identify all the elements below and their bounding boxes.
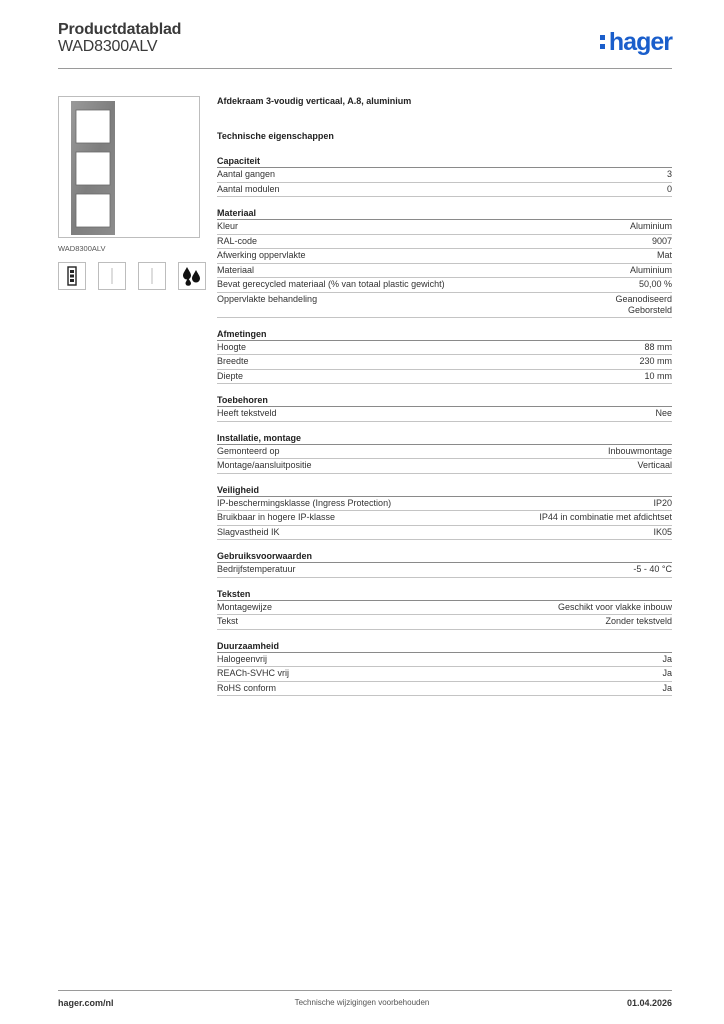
spec-section	[217, 484, 672, 541]
header-divider	[58, 68, 672, 69]
technical-heading: Technische eigenschappen	[217, 131, 334, 141]
spec-row	[217, 682, 672, 697]
spec-value: Mat	[656, 250, 672, 260]
spec-value: 0	[666, 183, 672, 194]
single-line-frame-icon	[138, 262, 166, 290]
spec-row	[217, 601, 672, 616]
hager-logo[interactable]	[599, 27, 672, 57]
spec-value: Zonder tekstveld	[605, 616, 672, 626]
spec-section	[217, 394, 672, 422]
spec-label: IP-beschermingsklasse (Ingress Protection)	[217, 497, 392, 508]
spec-label: Gemonteerd op	[217, 445, 280, 456]
spec-label: RoHS conform	[217, 682, 277, 693]
spec-row	[217, 183, 672, 198]
section-title: Capaciteit	[217, 155, 672, 168]
section-title: Toebehoren	[217, 394, 672, 407]
spec-section	[217, 155, 672, 197]
spec-value: IK05	[653, 526, 672, 537]
product-description: Afdekraam 3-voudig verticaal, A.8, aluminium	[217, 96, 412, 106]
spec-value: IP20	[653, 497, 672, 508]
spec-row	[217, 497, 672, 512]
spec-section	[217, 550, 672, 578]
section-title: Afmetingen	[217, 328, 672, 341]
spec-row	[217, 667, 672, 682]
spec-label: Halogeenvrij	[217, 653, 268, 664]
spec-label: Bruikbaar in hogere IP-klasse	[217, 512, 336, 522]
spec-value: 3	[666, 169, 672, 179]
spec-value: 230 mm	[639, 356, 672, 366]
spec-row	[217, 355, 672, 370]
spec-row	[217, 264, 672, 279]
spec-value: Inbouwmontage	[607, 445, 672, 456]
spec-value: 9007	[651, 235, 672, 246]
spec-label: Aantal modulen	[217, 183, 280, 194]
spec-section	[217, 640, 672, 697]
image-caption: WAD8300ALV	[58, 244, 106, 253]
feature-icons	[58, 262, 206, 290]
spec-row	[217, 459, 672, 474]
spec-row	[217, 278, 672, 293]
spec-label: Montagewijze	[217, 601, 273, 612]
spec-label: Tekst	[217, 616, 239, 626]
spec-section	[217, 432, 672, 474]
section-title: Teksten	[217, 588, 672, 601]
spec-row	[217, 341, 672, 356]
footer-divider	[58, 990, 672, 991]
spec-label: Oppervlakte behandeling	[217, 293, 318, 304]
spec-row	[217, 293, 672, 318]
spec-section	[217, 588, 672, 630]
website-link[interactable]: hager.com/nl	[58, 998, 114, 1008]
spec-row	[217, 526, 672, 541]
spec-row	[217, 653, 672, 668]
spec-row	[217, 563, 672, 578]
spec-value: 10 mm	[644, 370, 672, 381]
product-code: WAD8300ALV	[58, 38, 158, 55]
single-line-frame-icon	[98, 262, 126, 290]
spec-row	[217, 370, 672, 385]
section-title: Veiligheid	[217, 484, 672, 497]
spec-value: -5 - 40 °C	[633, 564, 672, 574]
spec-label: Montage/aansluitpositie	[217, 460, 312, 470]
spec-value: Nee	[655, 408, 672, 418]
spec-label: Diepte	[217, 370, 244, 381]
spec-value: IP44 in combinatie met afdichtset	[539, 512, 672, 522]
logo-wordmark: hager	[608, 27, 672, 56]
spec-value: 50,00 %	[638, 279, 672, 289]
multi-gang-switch-icon	[58, 262, 86, 290]
spec-label: Kleur	[217, 221, 239, 231]
spec-value: Geanodiseerd Geborsteld	[615, 293, 672, 315]
section-title: Materiaal	[217, 207, 672, 220]
spec-label: REACh-SVHC vrij	[217, 668, 290, 678]
section-title: Gebruiksvoorwaarden	[217, 550, 672, 563]
spec-value: Ja	[662, 682, 672, 693]
water-drops-icon	[178, 262, 206, 290]
spec-row	[217, 511, 672, 526]
spec-row	[217, 407, 672, 422]
section-title: Installatie, montage	[217, 432, 672, 445]
spec-label: Heeft tekstveld	[217, 408, 277, 418]
spec-label: RAL-code	[217, 235, 258, 246]
spec-label: Bedrijfstemperatuur	[217, 564, 296, 574]
spec-section	[217, 207, 672, 318]
cover-frame-3-gang-icon	[59, 97, 199, 237]
spec-row	[217, 615, 672, 630]
spec-row	[217, 445, 672, 460]
spec-label: Hoogte	[217, 341, 247, 352]
spec-value: Aluminium	[629, 264, 672, 275]
spec-label: Afwerking oppervlakte	[217, 250, 306, 260]
spec-value: Geschikt voor vlakke inbouw	[557, 601, 672, 612]
spec-label: Breedte	[217, 356, 249, 366]
spec-value: Verticaal	[637, 460, 672, 470]
spec-label: Materiaal	[217, 264, 255, 275]
spec-row	[217, 235, 672, 250]
spec-label: Slagvastheid IK	[217, 526, 280, 537]
section-title: Duurzaamheid	[217, 640, 672, 653]
spec-sections	[217, 155, 672, 696]
logo-dots-icon	[599, 32, 609, 52]
footer-date: 01.04.2026	[626, 998, 672, 1008]
spec-label: Aantal gangen	[217, 169, 276, 179]
spec-section	[217, 328, 672, 385]
spec-label: Bevat gerecycled materiaal (% van totaal plastic gewicht)	[217, 279, 445, 289]
spec-row	[217, 168, 672, 183]
spec-value: 88 mm	[644, 341, 672, 352]
footer-disclaimer: Technische wijzigingen voorbehouden	[294, 998, 430, 1007]
spec-value: Ja	[662, 668, 672, 678]
document-title: Productdatablad	[58, 21, 182, 38]
spec-row	[217, 249, 672, 264]
spec-row	[217, 220, 672, 235]
product-image	[58, 96, 200, 238]
product-specifications	[217, 96, 672, 696]
spec-value: Ja	[662, 653, 672, 664]
spec-value: Aluminium	[629, 221, 672, 231]
